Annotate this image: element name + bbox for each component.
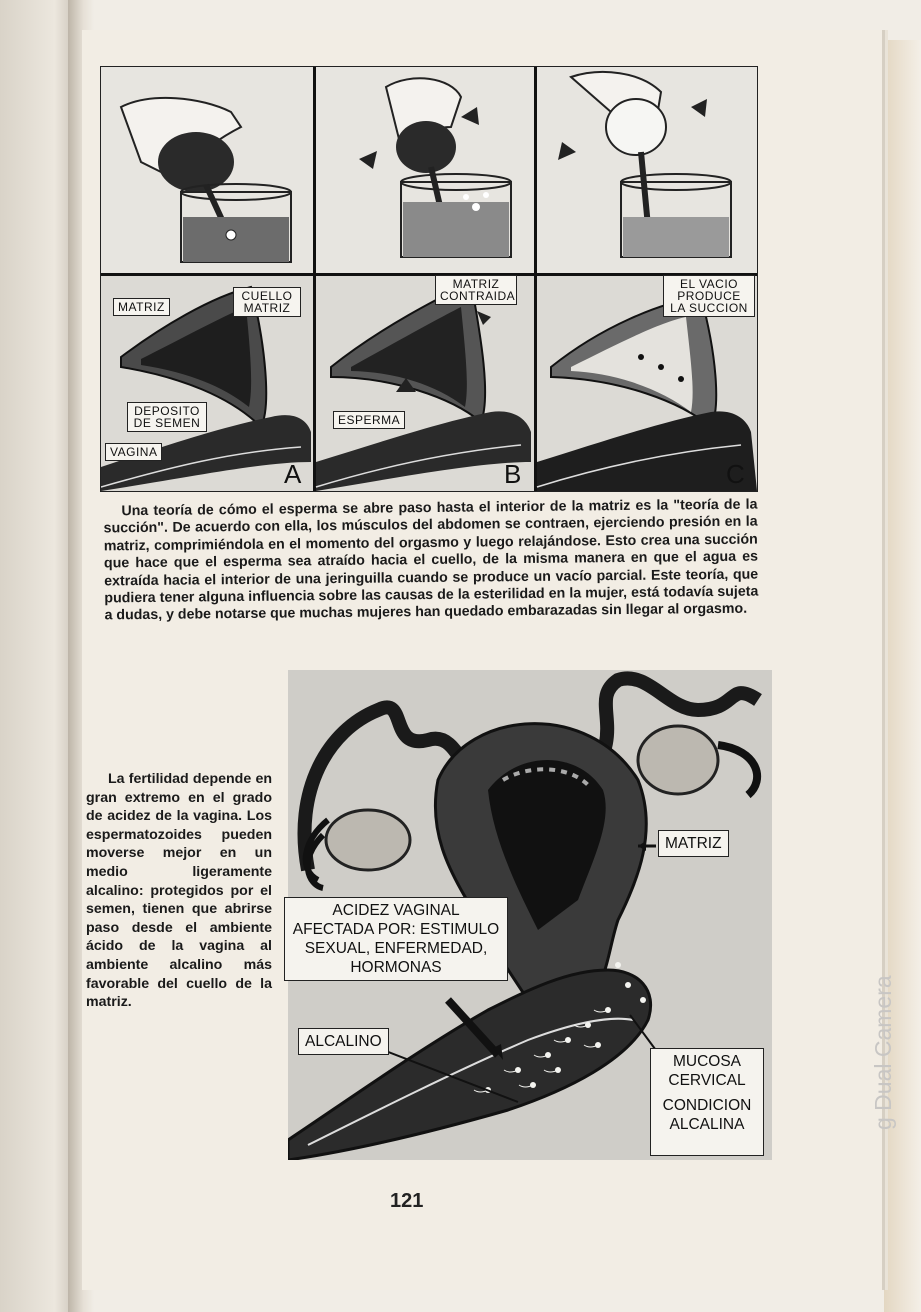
label-cuello-matriz: CUELLO MATRIZ <box>233 287 301 317</box>
left-page-edge <box>0 0 78 1312</box>
panel-letter-b: B <box>504 459 522 489</box>
page-number: 121 <box>390 1190 424 1212</box>
panel-letter-c: C <box>726 459 745 489</box>
vagina-acidity-illustration <box>288 670 772 1160</box>
side-paragraph: La fertilidad depende en gran extremo en el grado de acidez de la vagina. Los espermatozoides pueden moverse mejor en un medio ligeramente alcalino: protegidos por el semen, tienen que abrirse paso desde el ambiente ácido de la vagina al ambiente alcalino más favorable del cuello de la matriz. <box>86 771 272 1011</box>
mucosa-text: MUCOSA CERVICAL <box>668 1053 746 1089</box>
camera-watermark: g Dual Camera <box>870 975 896 1130</box>
label-acidez-vaginal: ACIDEZ VAGINAL AFECTADA POR: ESTIMULO SEXUAL, ENFERMEDAD, HORMONAS <box>284 897 508 981</box>
label-matriz-bottom: MATRIZ <box>658 830 729 857</box>
label-vacio-succion: EL VACIO PRODUCE LA SUCCION <box>663 275 755 317</box>
label-deposito-semen: DEPOSITO DE SEMEN <box>127 402 207 432</box>
condicion-text: CONDICION ALCALINA <box>662 1097 752 1133</box>
label-esperma: ESPERMA <box>333 411 405 429</box>
panel-letter-a: A <box>284 459 302 489</box>
label-mucosa-cervical <box>650 1048 764 1156</box>
label-vagina: VAGINA <box>105 443 162 461</box>
label-alcalino: ALCALINO <box>298 1028 389 1055</box>
label-matriz-contraida: MATRIZ CONTRAIDA <box>435 275 517 305</box>
label-matriz: MATRIZ <box>113 298 170 316</box>
figure-caption: Una teoría de cómo el esperma se abre paso hasta el interior de la matriz es la "teoría de la succión". De acuerdo con ella, los músculos del abdomen se contraen, ejerciendo presión en la matriz, comprimiéndola en el momento del orgasmo y luego relajándose. Esto crea una succión que hace que el esperma sea atraído hacia el cuello, de la misma manera en que el agua es extraída hacia el interior de una jeringuilla cuando se produce un vacío parcial. Este teoría, que pudiera tener alguna influencia sobre las causas de la esterilidad en la mujer, está todavía sujeta a dudas, y debe notarse que muchas mujeres han quedado embarazadas sin llegar al orgasmo. <box>103 496 759 624</box>
syringe-uterus-illustration <box>100 66 758 492</box>
